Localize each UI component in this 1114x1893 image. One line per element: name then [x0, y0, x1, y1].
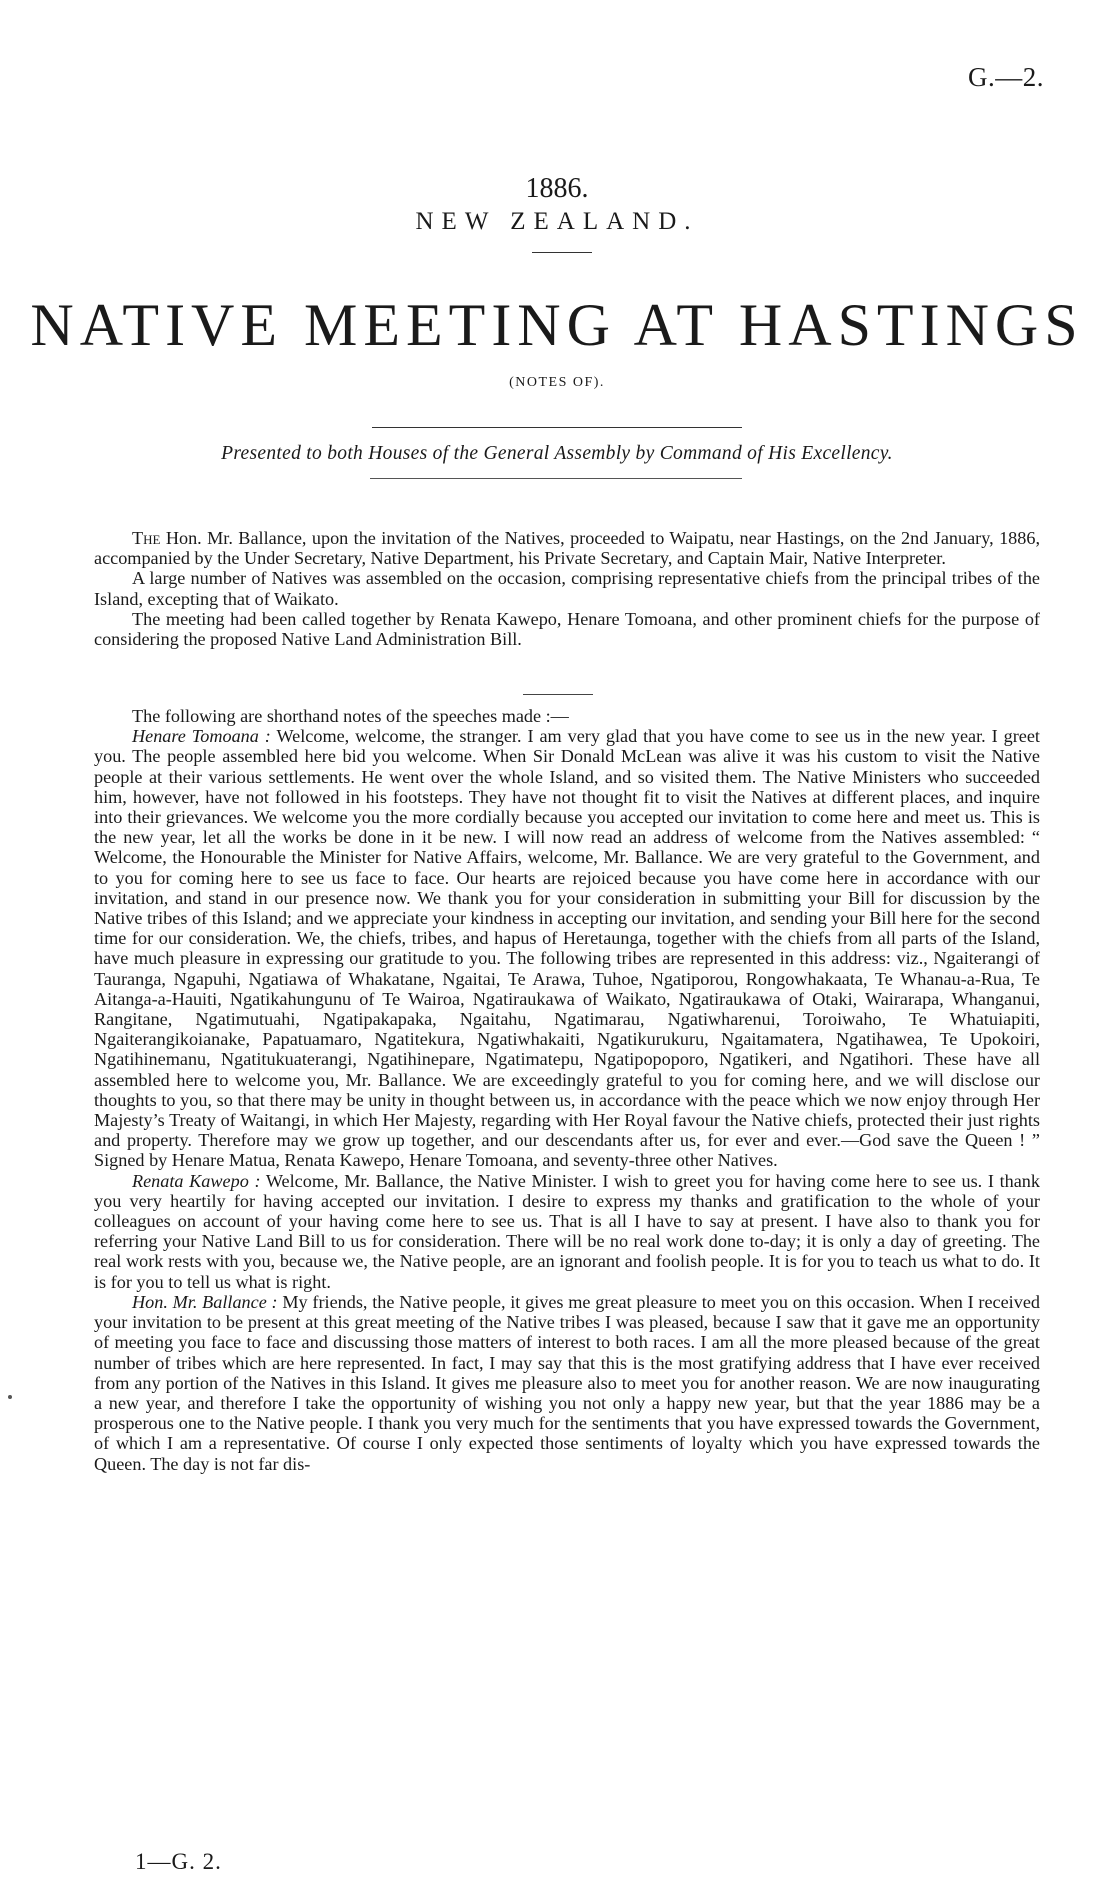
page-subtitle: (NOTES OF).: [509, 375, 605, 390]
page-signature: 1—G. 2.: [135, 1849, 222, 1874]
speech-paragraph: [94, 726, 1040, 1170]
divider-rule: [372, 427, 742, 428]
document-reference: G.—2.: [968, 62, 1044, 92]
divider-rule: [370, 478, 742, 479]
speech-text: My friends, the Native people, it gives me great pleasure to meet you on this occasion. When I received your invitation to be present at this great meeting of the Native tribes I was pleased, because I saw that it gave me an opportunity of meeting you face to face and discussing those matters of interest to both races. I am all the more pleased because of the great number of tribes which are here represented. In fact, I may say that this is the most gratifying address that I have ever received from any portion of the Natives in this Island. It gives me pleasure also to meet you for another reason. We are now inaugurating a new year, and therefore I take the opportunity of wishing you not only a happy new year, but that the year 1886 may be a prosperous one to the Native people. I thank you very much for the sentiments that you have expressed towards the Government, of which I am a representative. Of course I only expected those sentiments of loyalty which you have expressed towards the Queen. The day is not far dis-: [94, 1291, 1040, 1474]
intro-paragraph: The meeting had been called together by Renata Kawepo, Henare Tomoana, and other prominent chiefs for the purpose of considering the proposed Native Land Administration Bill.: [94, 608, 1040, 650]
speaker-name: Renata Kawepo :: [132, 1170, 261, 1191]
speeches-lead: The following are shorthand notes of the speeches made :—: [132, 706, 569, 726]
speaker-name: Henare Tomoana :: [132, 726, 271, 747]
presentation-note: Presented to both Houses of the General Assembly by Command of His Excellency.: [221, 443, 893, 464]
speech-paragraph: [94, 1292, 1040, 1474]
intro-paragraph: [94, 528, 1040, 568]
year-heading: 1886.: [525, 173, 589, 204]
divider-rule: [523, 694, 593, 695]
intro-section: [94, 528, 1040, 649]
intro-lead-word: The: [132, 528, 161, 548]
speech-text: Welcome, welcome, the stranger. I am very glad that you have come to see us in the new year. I greet you. The people assembled here bid you welcome. When Sir Donald McLean was alive it was his custom to visit the Native people at their various settlements. He went over the whole Island, and so visited them. The Native Ministers who succeeded him, however, have not followed in his footsteps. They have not thought fit to visit the Natives at different places, and inquire into their grievances. We welcome you the more cordially because you accepted our invitation to come here and meet us. This is the new year, let all the works be done in it be new. I will now read an address of welcome from the Natives assembled: “ Welcome, the Honourable the Minister for Native Affairs, welcome, Mr. Ballance. We are very grateful to the Government, and to you for coming here to see us face to face. Our hearts are rejoiced because you have come here in accordance with our invitation, and stand in our presence now. We thank you for your consideration in submitting your Bill for discussion by the Native tribes of this Island; and we appreciate your kindness in accepting our invitation, and sending your Bill here for the second time for our consideration. We, the chiefs, tribes, and hapus of Heretaunga, together with the chiefs from all parts of the Island, have much pleasure in expressing our gratitude to you. The following tribes are represented in this address: viz., Ngaiterangi of Tauranga, Ngapuhi, Ngatiawa of Whakatane, Ngaitai, Te Arawa, Tuhoe, Ngatiporou, Rongowhakaata, Te Whanau-a-Rua, Te Aitanga-a-Hauiti, Ngatikahungunu of Te Wairoa, Ngatiraukawa of Waikato, Ngatiraukawa of Otaki, Wairarapa, Whanganui, Rangitane, Ngatimutuahi, Ngatipakapaka, Ngaitahu, Ngatimarau, Ngatiwharenui, Toroiwaho, Te Whatuiapiti, Ngaiterangikoianake, Papatuamaro, Ngatitekura, Ngatiwhakaiti, Ngatikurukuru, Ngaitamatera, Ngatihawea, Te Upokoiri, Ngatihinemanu, Ngatitukuaterangi, Ngatihinepare, Ngatimatepu, Ngatipopoporo, Ngatikeri, and Ngatihori. These have all assembled here to welcome you, Mr. Ballance. We are exceedingly grateful to you for coming here, and we will disclose our thoughts to you, so that there may be unity in thought between us, in accordance with the peace which we now enjoy through Her Majesty’s Treaty of Waitangi, in which Her Majesty, regarding with Her Royal favour the Native chiefs, protected their just rights and property. Therefore may we grow up together, and our descendants after us, for ever and ever.—God save the Queen ! ” Signed by Henare Matua, Renata Kawepo, Henare Tomoana, and seventy-three other Natives.: [94, 726, 1040, 1171]
divider-rule: [532, 252, 592, 253]
speech-paragraph: [94, 1171, 1040, 1292]
speaker-name: Hon. Mr. Ballance :: [132, 1291, 278, 1312]
speech-text: Welcome, Mr. Ballance, the Native Minister. I wish to greet you for having come here to see us. I thank you very heartily for having accepted our invitation. I desire to express my thanks and gratification to the whole of your colleagues on account of your having come here to see us. That is all I have to say at present. I have also to thank you for referring your Native Land Bill to us for consideration. There will be no real work done to-day; it is only a day of greeting. The real work rests with you, because we, the Native people, are an ignorant and foolish people. It is for you to teach us what to do. It is for you to tell us what is right.: [94, 1170, 1040, 1292]
intro-text: Hon. Mr. Ballance, upon the invitation of the Natives, proceeded to Waipatu, near Hastings, on the 2nd January, 1886, accompanied by the Under Secretary, Native Department, his Private Secretary, and Captain Mair, Native Interpreter.: [94, 528, 1040, 569]
speeches-section: [94, 706, 1040, 1474]
margin-mark: [8, 1395, 12, 1399]
page-title: NATIVE MEETING AT HASTINGS: [30, 292, 1084, 358]
intro-paragraph: A large number of Natives was assembled on the occasion, comprising representative chiefs from the principal tribes of the Island, excepting that of Waikato.: [94, 568, 1040, 609]
country-heading: NEW ZEALAND.: [415, 208, 699, 235]
